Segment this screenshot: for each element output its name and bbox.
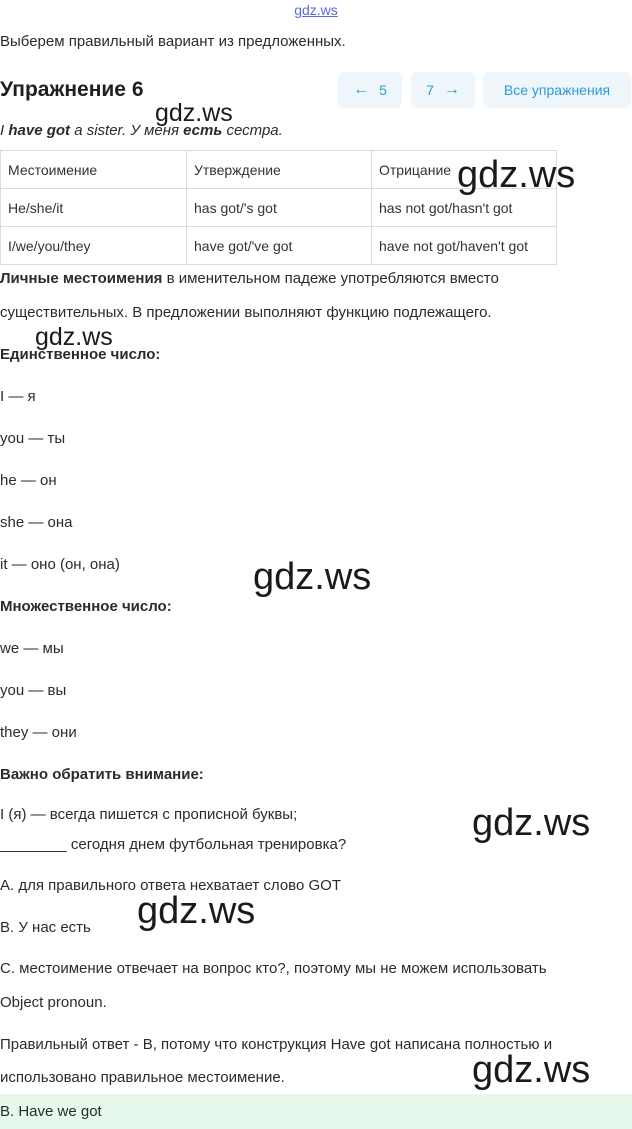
note-heading: Важно обратить внимание:: [0, 766, 204, 783]
example-phrase: have got: [8, 122, 71, 139]
table-cell: has not got/hasn't got: [372, 189, 557, 227]
example-ru-end: сестра.: [226, 122, 283, 139]
pronouns-line1-rest: в именительном падеже употребляются вместо: [166, 270, 499, 287]
prev-exercise-button[interactable]: [338, 72, 402, 108]
next-exercise-button[interactable]: [411, 72, 475, 108]
prev-exercise-number: 5: [379, 82, 387, 98]
plural-heading: Множественное число:: [0, 598, 172, 615]
example-ru-bold: есть: [183, 122, 223, 139]
all-exercises-button[interactable]: [483, 72, 631, 108]
pronouns-paragraph-line2: существительных. В предложении выполняют функцию подлежащего.: [0, 304, 492, 321]
watermark: gdz.ws: [472, 802, 591, 844]
all-exercises-label: Все упражнения: [503, 82, 611, 98]
list-item: she — она: [0, 514, 73, 531]
pronouns-bold: Личные местоимения: [0, 270, 163, 287]
list-item: you — вы: [0, 682, 67, 699]
exercise-title: Упражнение 6: [0, 78, 144, 101]
table-header-cell: Местоимение: [1, 151, 187, 189]
list-item: we — мы: [0, 640, 64, 657]
correct-answer-highlight: [0, 1094, 632, 1129]
watermark: gdz.ws: [253, 556, 372, 598]
intro-text: Выберем правильный вариант из предложенных.: [0, 33, 346, 50]
list-item: it — оно (он, она): [0, 556, 120, 573]
table-cell: have not got/haven't got: [372, 227, 557, 265]
table-cell: have got/'ve got: [187, 227, 372, 265]
option-c-line2: Object pronoun.: [0, 994, 107, 1011]
correct-answer-text: B. Have we got: [0, 1103, 102, 1120]
list-item: you — ты: [0, 430, 66, 447]
table-cell: He/she/it: [1, 189, 187, 227]
option-c-line1: C. местоимение отвечает на вопрос кто?, поэтому мы не можем использовать: [0, 960, 547, 977]
pronouns-paragraph-line1: [0, 270, 499, 287]
site-logo-link[interactable]: gdz.ws: [294, 2, 338, 18]
option-a: A. для правильного ответа нехватает слово GOT: [0, 877, 341, 894]
table-cell: I/we/you/they: [1, 227, 187, 265]
explanation-line1: Правильный ответ - B, потому что конструкция Have got написана полностью и: [0, 1036, 553, 1053]
list-item: they — они: [0, 724, 77, 741]
option-b: B. У нас есть: [0, 919, 91, 936]
example-sentence: [0, 122, 283, 139]
watermark: gdz.ws: [155, 99, 233, 127]
table-row: [1, 227, 557, 265]
next-exercise-number: 7: [426, 82, 434, 98]
explanation-line2: использовано правильное местоимение.: [0, 1069, 285, 1086]
list-item: I — я: [0, 388, 36, 405]
watermark: gdz.ws: [472, 1049, 591, 1091]
example-rest: a sister. У меня: [74, 122, 179, 139]
note-rule: I (я) — всегда пишется с прописной буквы;: [0, 806, 298, 823]
question-text: ________ сегодня днем футбольная тренировка?: [0, 836, 347, 853]
table-header-cell: Отрицание: [372, 151, 557, 189]
list-item: he — он: [0, 472, 57, 489]
arrow-left-icon: ←: [353, 81, 370, 98]
watermark: gdz.ws: [137, 890, 256, 932]
watermark: gdz.ws: [457, 154, 576, 196]
example-pronoun: I: [0, 122, 5, 139]
table-cell: has got/'s got: [187, 189, 372, 227]
watermark: gdz.ws: [35, 323, 113, 351]
arrow-right-icon: →: [443, 81, 460, 98]
table-header-cell: Утверждение: [187, 151, 372, 189]
singular-heading: Единственное число:: [0, 346, 161, 363]
